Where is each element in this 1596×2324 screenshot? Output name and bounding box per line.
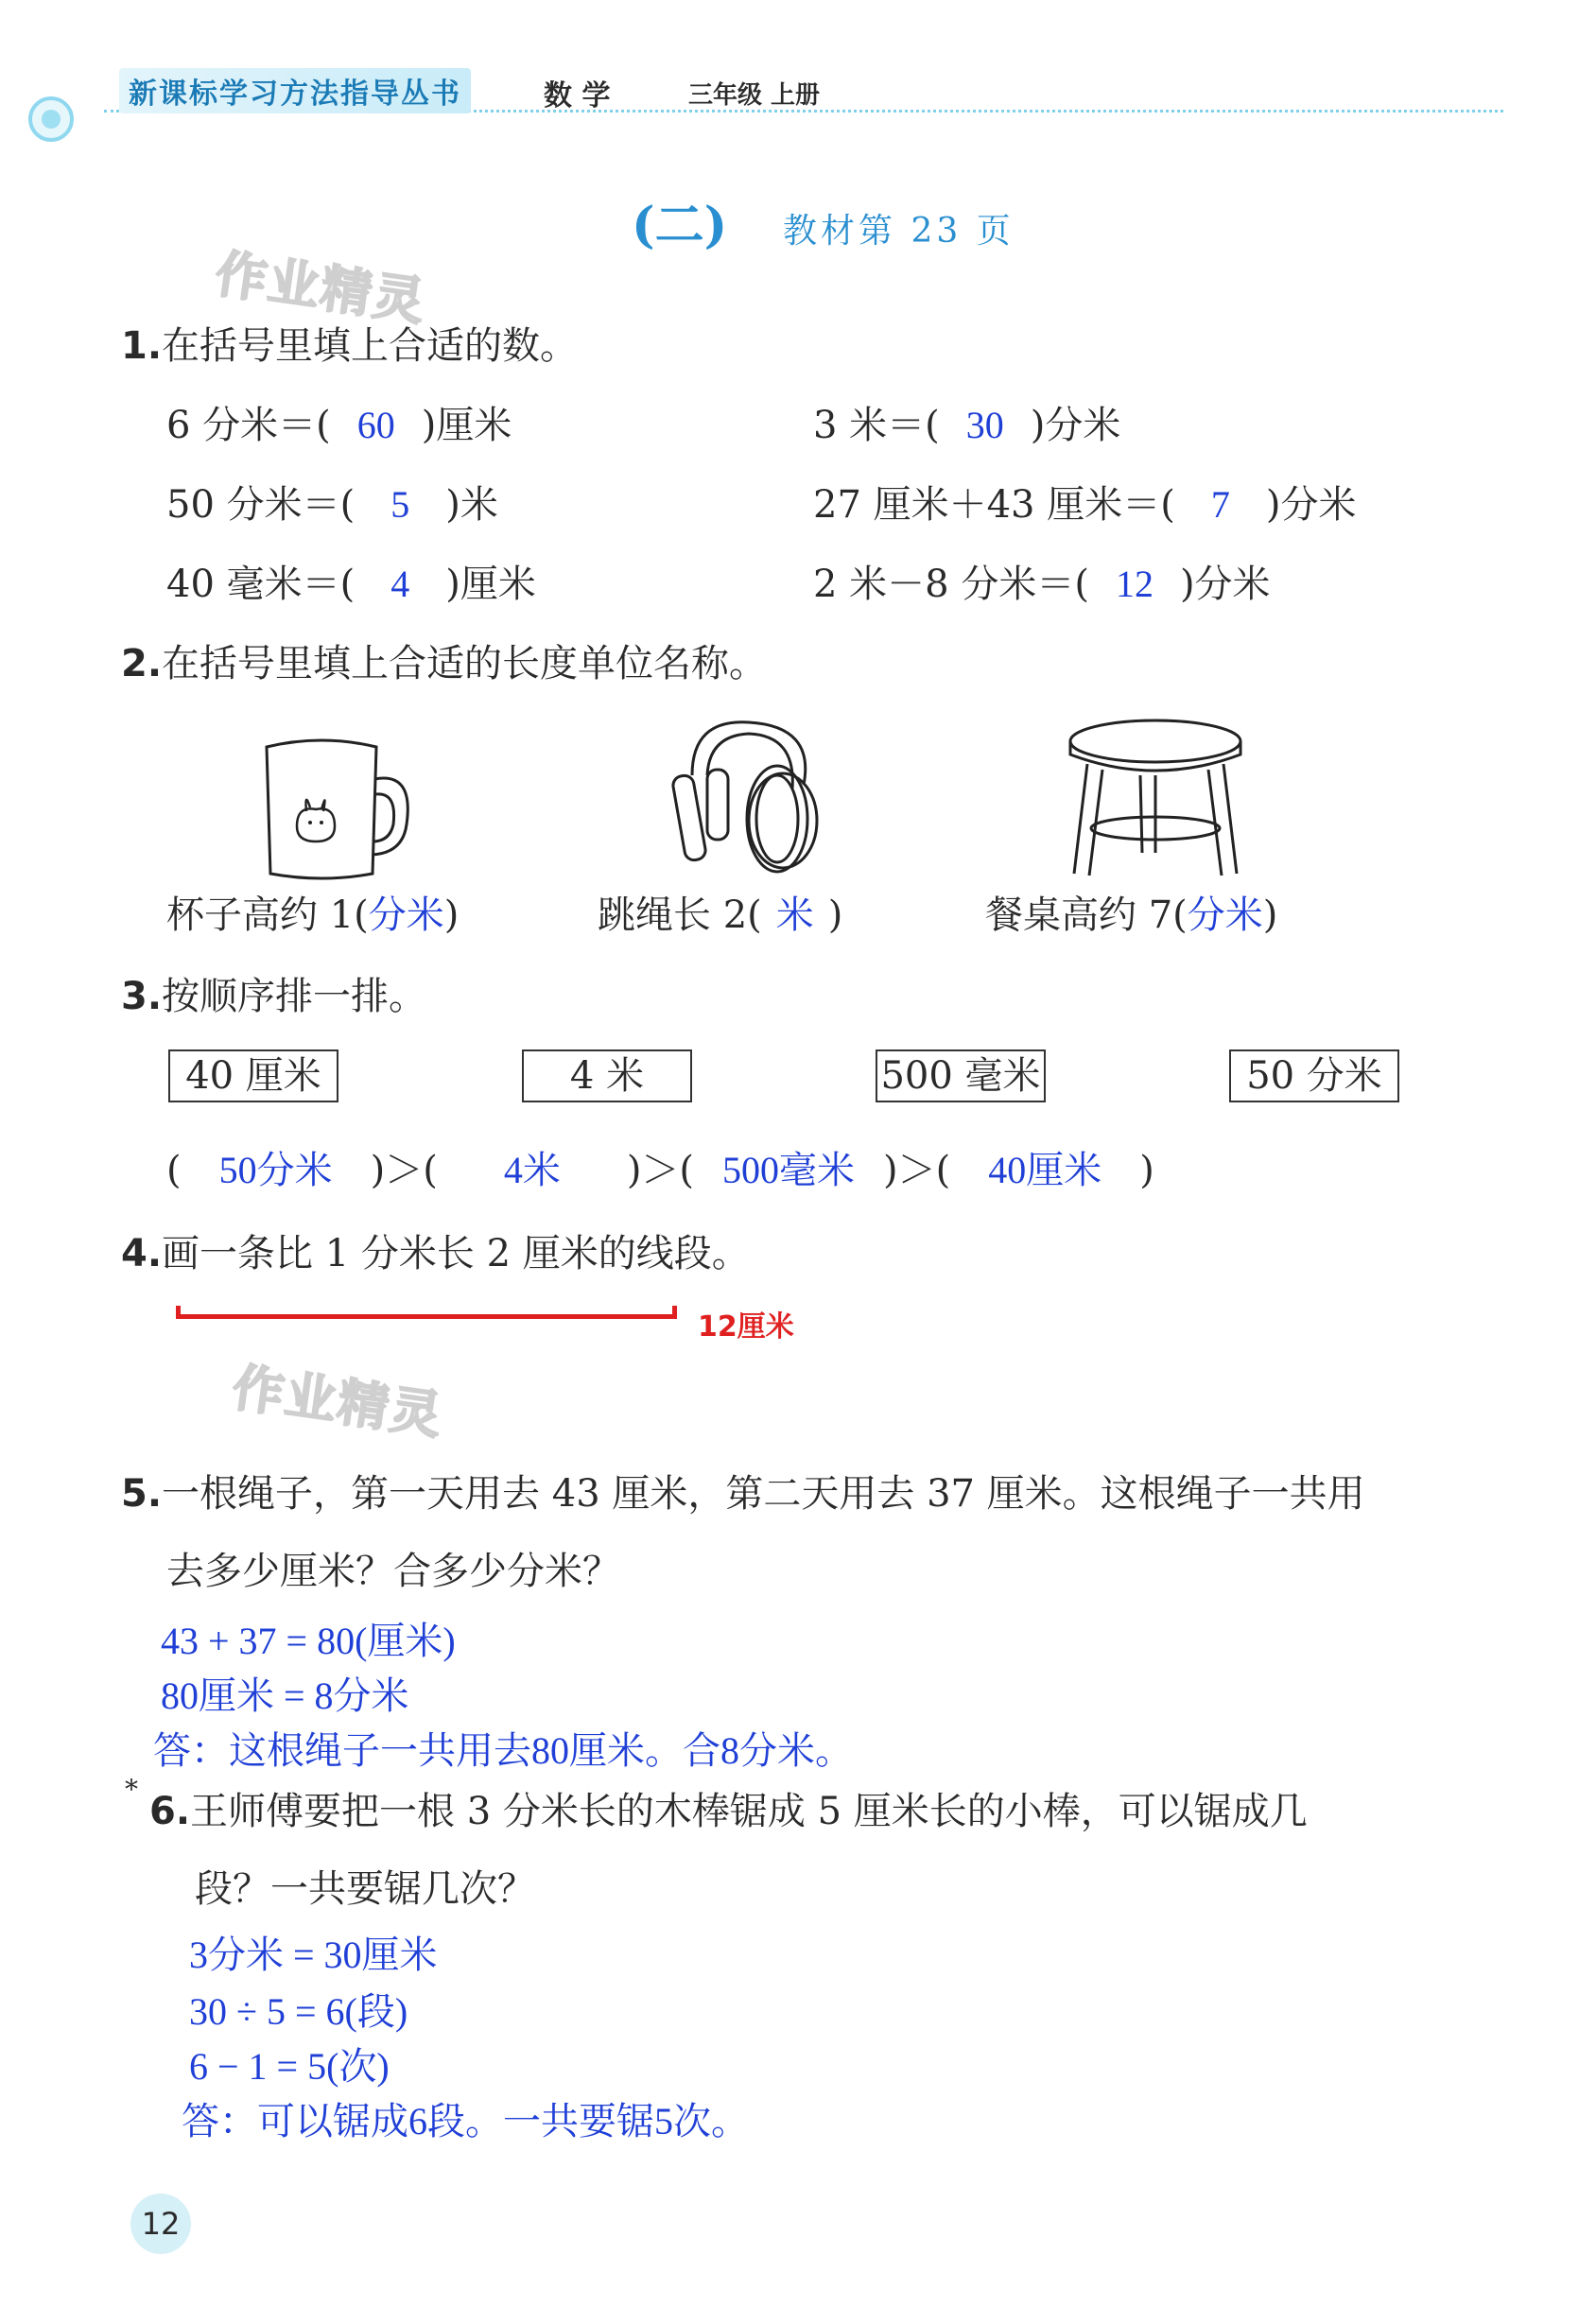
answer: 50分米 xyxy=(218,1149,333,1191)
question-2 xyxy=(121,633,767,687)
length-box: 4 米 xyxy=(522,1049,692,1102)
question-number: 1. xyxy=(121,324,163,368)
answer: 500毫米 xyxy=(722,1149,856,1191)
q1-item: 27 厘米＋43 厘米＝( 7 )分米 xyxy=(813,483,1357,527)
q1-item: 6 分米＝( 60 )厘米 xyxy=(166,404,512,447)
series-title: 新课标学习方法指导丛书 xyxy=(119,68,471,113)
length-box: 500 毫米 xyxy=(876,1049,1046,1102)
question-text: 画一条比 1 分米长 2 厘米的线段。 xyxy=(162,1232,750,1275)
answer: 7 xyxy=(1210,483,1230,526)
question-text-cont: 去多少厘米？合多少分米？ xyxy=(166,1550,620,1593)
question-text: 按顺序排一排。 xyxy=(162,975,427,1018)
length-box: 50 分米 xyxy=(1229,1049,1399,1102)
question-4 xyxy=(121,1223,750,1277)
question-1 xyxy=(121,316,578,370)
answer: 分米 xyxy=(368,893,444,937)
work-line: 6 − 1 = 5(次) xyxy=(189,2045,390,2088)
question-text-cont: 段？一共要锯几次？ xyxy=(195,1867,535,1911)
question-6 xyxy=(149,1781,1308,1835)
header-circle-decoration xyxy=(28,96,74,142)
answer: 4米 xyxy=(503,1149,561,1191)
page-number: 12 xyxy=(130,2194,191,2254)
work-line: 43 + 37 = 80(厘米) xyxy=(161,1620,456,1662)
work-line: 30 ÷ 5 = 6(段) xyxy=(189,1990,408,2033)
jump-rope-icon xyxy=(654,709,843,879)
answer-sentence: 答：可以锯成6段。一共要锯5次。 xyxy=(182,2100,749,2142)
answer: 5 xyxy=(390,483,410,526)
question-number: 5. xyxy=(121,1472,163,1516)
answer: 30 xyxy=(965,404,1004,446)
answer: 40厘米 xyxy=(988,1149,1102,1191)
q2-item: 跳绳长 2( 米 ) xyxy=(598,885,842,939)
question-3 xyxy=(121,966,426,1020)
order-answer: ( 50分米 )＞( 4米 )＞( 500毫米 )＞( 40厘米 ) xyxy=(166,1140,1154,1194)
question-text: 在括号里填上合适的数。 xyxy=(162,324,579,368)
grade-label: 三年级 上册 xyxy=(688,81,821,110)
answer: 4 xyxy=(390,563,410,605)
q1-item: 2 米－8 分米＝( 12 )分米 xyxy=(813,563,1271,606)
section-title: (二) xyxy=(632,197,728,254)
q1-item: 3 米＝( 30 )分米 xyxy=(813,404,1121,447)
drawn-line-segment xyxy=(176,1314,677,1319)
subject-label: 数 学 xyxy=(544,79,611,113)
table-icon xyxy=(1061,711,1250,881)
cup-icon xyxy=(255,734,416,885)
q1-item: 40 毫米＝( 4 )厘米 xyxy=(166,563,536,606)
question-number: 2. xyxy=(121,642,163,685)
line-length-label: 12厘米 xyxy=(698,1310,794,1344)
question-text: 一根绳子，第一天用去 43 厘米，第二天用去 37 厘米。这根绳子一共用 xyxy=(162,1472,1365,1516)
question-number: 4. xyxy=(121,1232,163,1275)
q2-item: 餐桌高约 7(分米) xyxy=(985,893,1278,937)
question-number: 3. xyxy=(121,975,163,1018)
section-reference: 教材第 23 页 xyxy=(783,212,1015,251)
question-text: 王师傅要把一根 3 分米长的木棒锯成 5 厘米长的小棒，可以锯成几 xyxy=(190,1790,1308,1833)
watermark: 作业精灵 xyxy=(229,1357,447,1447)
answer: 分米 xyxy=(1187,893,1263,937)
q1-item: 50 分米＝( 5 )米 xyxy=(166,483,498,527)
answer: 60 xyxy=(356,404,395,446)
question-text: 在括号里填上合适的长度单位名称。 xyxy=(162,642,768,685)
optional-star: * xyxy=(125,1774,138,1805)
question-5 xyxy=(121,1464,1365,1518)
question-number: 6. xyxy=(149,1790,191,1833)
work-line: 80厘米 = 8分米 xyxy=(161,1674,409,1717)
work-line: 3分米 = 30厘米 xyxy=(189,1934,438,1976)
length-box: 40 厘米 xyxy=(168,1049,338,1102)
watermark: 作业精灵 xyxy=(212,243,430,333)
answer: 米 xyxy=(775,893,814,937)
answer: 12 xyxy=(1115,563,1154,605)
answer-sentence: 答：这根绳子一共用去80厘米。合8分米。 xyxy=(153,1729,853,1772)
q2-item: 杯子高约 1(分米) xyxy=(166,893,460,937)
